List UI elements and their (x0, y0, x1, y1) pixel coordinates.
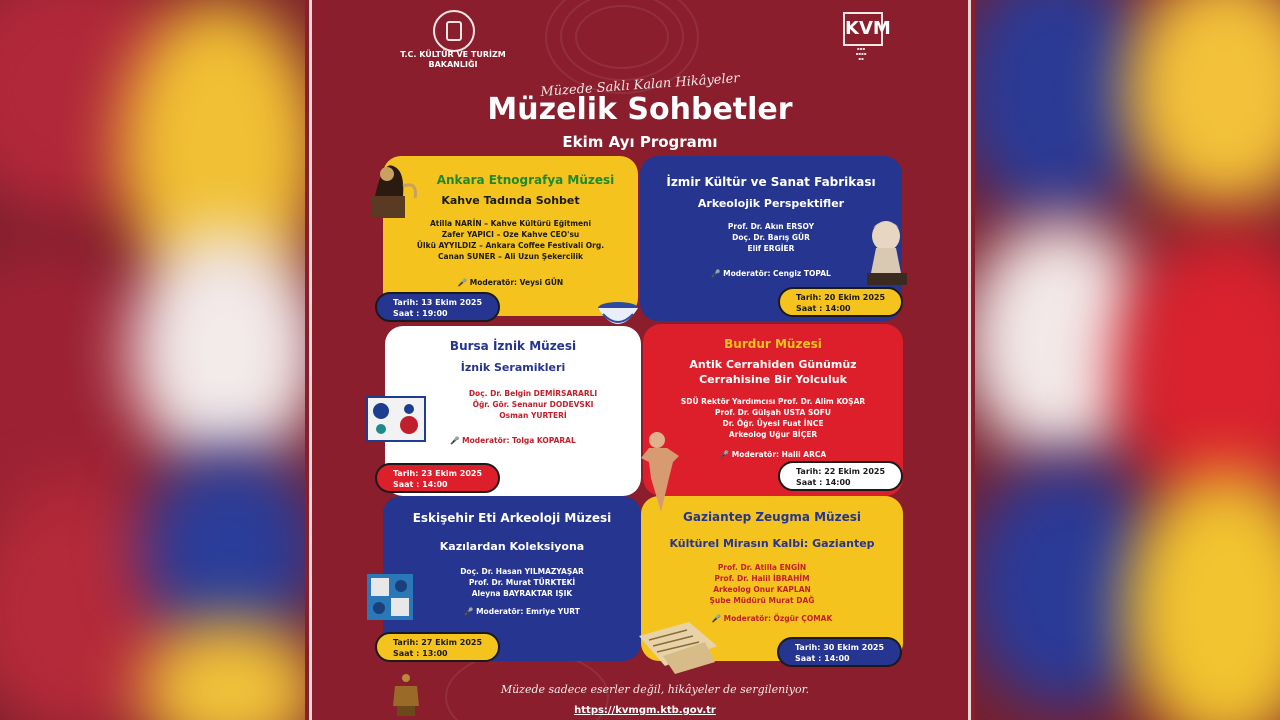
speaker: Ülkü AYYILDIZ – Ankara Coffee Festivali Org. (416, 241, 605, 250)
event-time: Saat : 14:00 (795, 654, 850, 663)
moderator: 🎤 Moderatör: Veysi GÜN (457, 278, 564, 287)
date-pill-gaziantep (777, 637, 902, 667)
speaker-list (621, 562, 903, 606)
speaker: Doç. Dr. Barış GÜR (732, 233, 810, 242)
event-topic: Arkeolojik Perspektifler (697, 197, 845, 210)
speaker: Öğr. Gör. Senanur DODEVSKI (472, 400, 594, 409)
museum-name: Bursa İznik Müzesi (449, 339, 577, 353)
event-time: Saat : 14:00 (393, 480, 448, 489)
ancient-manuscript-icon (635, 616, 721, 676)
ministry-name: T.C. KÜLTÜR VE TURİZM BAKANLIĞI (400, 50, 506, 69)
speaker: Elif ERGİER (747, 244, 795, 253)
moderator: 🎤 Moderatör: Tolga KOPARAL (450, 436, 576, 445)
museum-name: Burdur Müzesi (724, 337, 822, 351)
moderator: 🎤 Moderatör: Cengiz TOPAL (711, 269, 831, 278)
speaker: Arkeolog Uğur BİÇER (728, 430, 818, 439)
event-topic: Kahve Tadında Sohbet (441, 194, 580, 207)
event-date: Tarih: 23 Ekim 2025 (393, 469, 483, 478)
mosaic-tile-icon (365, 572, 415, 622)
date-pill-eskisehir (375, 632, 500, 662)
speaker: Arkeolog Onur KAPLAN (713, 585, 811, 594)
speaker: Prof. Dr. Atilla ENGİN (717, 563, 807, 572)
event-time: Saat : 14:00 (796, 478, 851, 487)
ministry-emblem-icon (433, 10, 475, 52)
speaker: Doç. Dr. Belgin DEMİRSARARLI (468, 389, 598, 398)
museum-name: İzmir Kültür ve Sanat Fabrikası (666, 175, 876, 189)
museum-name: Ankara Etnografya Müzesi (436, 173, 615, 187)
blurred-background-right (975, 0, 1280, 720)
decorative-swirl (575, 5, 669, 69)
event-time: Saat : 14:00 (796, 304, 851, 313)
event-date: Tarih: 13 Ekim 2025 (393, 298, 483, 307)
moderator: 🎤 Moderatör: Halil ARCA (719, 450, 827, 459)
event-topic-line: Antik Cerrahiden Günümüz (689, 358, 857, 371)
museum-name: Eskişehir Eti Arkeoloji Müzesi (412, 511, 612, 525)
poster-border-left (309, 0, 312, 720)
footer-slogan: Müzede sadece eserler değil, hikâyeler de sergileniyor. (500, 683, 810, 696)
moderator-name: Moderatör: Özgür ÇOMAK (723, 614, 833, 623)
event-topic: Kültürel Mirasın Kalbi: Gaziantep (669, 537, 875, 550)
speaker-list (383, 218, 638, 262)
speaker: Atilla NARİN – Kahve Kültürü Eğitmeni (429, 219, 592, 228)
footer-url-link[interactable]: https://kvmgm.ktb.gov.tr (574, 705, 716, 716)
event-time: Saat : 13:00 (393, 649, 448, 658)
marble-bust-icon (861, 218, 911, 290)
speaker: Prof. Dr. Halil İBRAHİM (714, 574, 810, 583)
event-date: Tarih: 27 Ekim 2025 (393, 638, 483, 647)
iznik-tile-icon (365, 395, 427, 443)
speaker: Prof. Dr. Murat TÜRKTEKİ (468, 578, 576, 587)
speaker-list (643, 396, 903, 440)
event-time: Saat : 19:00 (393, 309, 448, 318)
speaker: Prof. Dr. Gülşah USTA SOFU (715, 408, 831, 417)
moderator-name: Moderatör: Halil ARCA (731, 450, 827, 459)
speaker: Dr. Öğr. Üyesi Fuat İNCE (722, 419, 824, 428)
date-pill-bursa (375, 463, 500, 493)
speaker-list (403, 566, 641, 599)
speaker: Aleyna BAYRAKTAR IŞIK (471, 589, 573, 598)
speaker: SDÜ Rektör Yardımcısı Prof. Dr. Alim KOŞAR (680, 397, 866, 406)
date-pill-izmir (778, 287, 903, 317)
poster-tagline: Müzede Saklı Kalan Hikâyeler (539, 71, 741, 100)
blurred-background-left (0, 0, 305, 720)
ethnographic-figure-icon (363, 156, 423, 222)
event-date: Tarih: 22 Ekim 2025 (796, 467, 886, 476)
event-topic-line: Cerrahisine Bir Yolculuk (699, 373, 847, 386)
speaker: Şube Müdürü Murat DAĞ (709, 596, 815, 605)
event-poster (305, 0, 975, 720)
event-date: Tarih: 30 Ekim 2025 (795, 643, 885, 652)
date-pill-burdur (778, 461, 903, 491)
kvm-logo-caption: ▪▪▪ ▪▪▪▪ ▪▪ (855, 46, 867, 61)
speaker: Doç. Dr. Hasan YILMAZYAŞAR (460, 567, 584, 576)
event-topic: İznik Seramikleri (460, 361, 566, 374)
speaker: Zafer YAPICI – Oze Kahve CEO'su (441, 230, 580, 239)
speaker: Prof. Dr. Akın ERSOY (727, 222, 815, 231)
event-topic: Kazılardan Koleksiyona (439, 540, 585, 553)
moderator: 🎤 Moderatör: Emriye YURT (464, 607, 580, 616)
moderator: 🎤 Moderatör: Özgür ÇOMAK (711, 614, 833, 623)
poster-border-right (968, 0, 971, 720)
brass-lantern-icon (389, 672, 423, 720)
event-topic (643, 357, 903, 387)
moderator-name: Moderatör: Tolga KOPARAL (462, 436, 576, 445)
kvm-logo: KVM (843, 12, 883, 46)
moderator-name: Moderatör: Veysi GÜN (469, 278, 564, 287)
event-date: Tarih: 20 Ekim 2025 (796, 293, 886, 302)
moderator-name: Moderatör: Emriye YURT (476, 607, 580, 616)
ceramic-bowl-icon (595, 300, 641, 334)
terracotta-idol-icon (639, 428, 681, 514)
museum-name: Gaziantep Zeugma Müzesi (683, 510, 861, 524)
poster-title: Müzelik Sohbetler (487, 92, 793, 127)
speaker: Canan SUNER – Ali Uzun Şekercilik (437, 252, 584, 261)
date-pill-ankara (375, 292, 500, 322)
moderator-name: Moderatör: Cengiz TOPAL (723, 269, 831, 278)
speaker-list (425, 388, 641, 421)
speaker: Osman YURTERİ (499, 411, 567, 420)
poster-subtitle: Ekim Ayı Programı (562, 133, 718, 151)
